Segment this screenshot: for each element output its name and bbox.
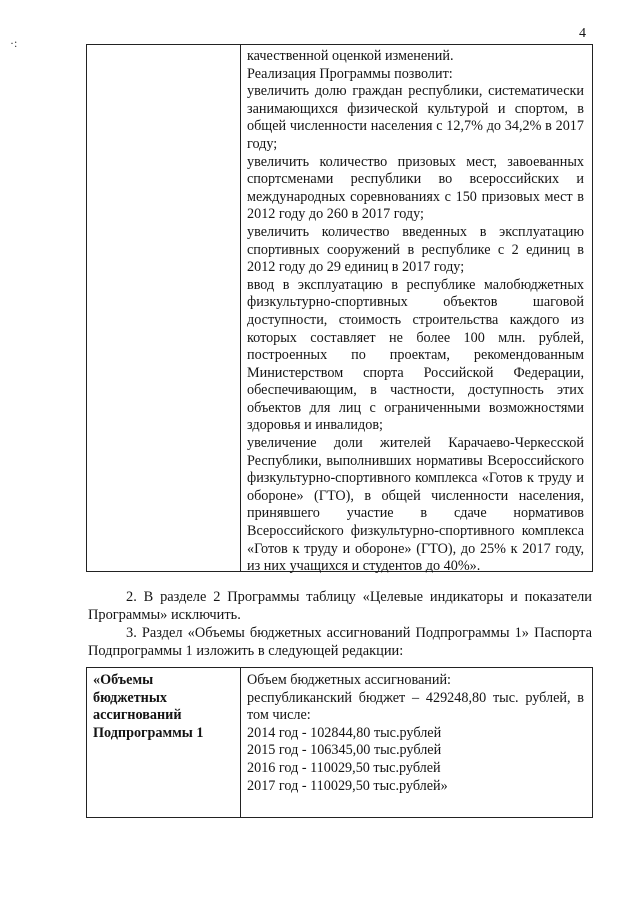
- label-line: ассигнований: [93, 707, 182, 724]
- goal-item: увеличить количество призовых мест, завоеванных спортсменами республики во всероссийских и международных соревнованиях с 150 призовых мест в 2012 году до 260 в 2017 году;: [247, 153, 584, 223]
- page-number: 4: [579, 26, 586, 41]
- paragraph-3: 3. Раздел «Объемы бюджетных ассигнований Подпрограммы 1» Паспорта Подпрограммы 1 изложить в следующей редакции:: [88, 625, 592, 659]
- budget-total: республиканский бюджет – 429248,80 тыс. рублей, в том числе:: [247, 689, 584, 724]
- goal-item: увеличить количество введенных в эксплуатацию спортивных сооружений в республике с 2 единиц в 2012 году до 29 единиц в 2017 году;: [247, 223, 584, 276]
- scan-speck: ·:: [10, 36, 18, 50]
- table-text-line: Реализация Программы позволит:: [247, 65, 453, 82]
- goal-item: ввод в эксплуатацию в республике малобюджетных физкультурно-спортивных объектов шаговой доступности, стоимость строительства каждого из которых составляет не более 100 млн. рублей, построенных по проектам, рекомендованным Министерством спорта Российской Федерации, обеспечивающим, в частности, доступность этих объектов для лиц с ограниченными возможностями здоровья и инвалидов;: [247, 276, 584, 434]
- goal-item: увеличение доли жителей Карачаево-Черкесской Республики, выполнивших нормативы Всероссийского физкультурно-спортивного комплекса «Готов к труду и обороне» (ГТО), в общей численности населения, принявшего участие в сдаче нормативов Всероссийского физкультурно-спортивного комплекса «Готов к труду и обороне» (ГТО), до 25% к 2017 году, из них учащихся и студентов до 40%».: [247, 435, 584, 575]
- table-column-divider: [240, 45, 241, 571]
- budget-header: Объем бюджетных ассигнований:: [247, 672, 451, 688]
- label-line: «Объемы: [93, 672, 154, 688]
- goals-table: [86, 44, 593, 575]
- budget-table: [86, 667, 593, 818]
- table-text-line: качественной оценкой изменений.: [247, 48, 454, 64]
- budget-year-item: 2015 год - 106345,00 тыс.рублей: [247, 742, 442, 759]
- table-column-divider: [240, 668, 241, 817]
- goal-item: увеличить долю граждан республики, систематически занимающихся физической культурой и спортом, в общей численности населения с 12,7% до 34,2% в 2017 году;: [247, 83, 584, 152]
- label-line: бюджетных: [93, 689, 168, 706]
- budget-year-item: 2017 год - 110029,50 тыс.рублей»: [247, 777, 448, 794]
- goals-table-content-cell: [247, 48, 584, 576]
- budget-year-item: 2016 год - 110029,50 тыс.рублей: [247, 759, 441, 776]
- budget-year-item: 2014 год - 102844,80 тыс.рублей: [247, 724, 442, 741]
- paragraph-2: 2. В разделе 2 Программы таблицу «Целевые индикаторы и показатели Программы» исключить.: [88, 589, 592, 623]
- budget-table-label-cell: [93, 672, 233, 742]
- label-line: Подпрограммы 1: [93, 724, 204, 741]
- budget-table-value-cell: [247, 672, 584, 795]
- budget-years-list: [247, 725, 584, 795]
